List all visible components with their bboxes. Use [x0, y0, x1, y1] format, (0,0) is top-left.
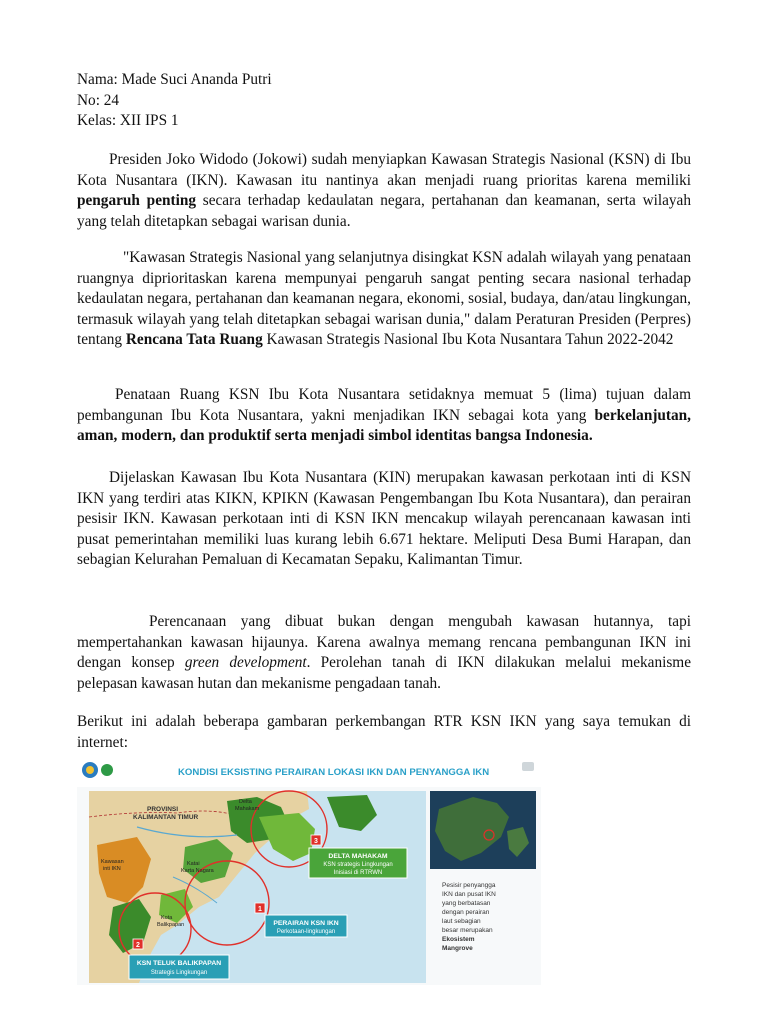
province-label-1: PROVINSI	[147, 806, 179, 813]
paragraph-2-bold: Rencana Tata Ruang	[125, 331, 263, 348]
delta-label-2: Mahakam	[235, 806, 260, 812]
province-label-2: KALIMANTAN TIMUR	[133, 814, 199, 821]
marker-2-number: 2	[136, 942, 140, 949]
teluk-callout-line-2: Strategis Lingkungan	[150, 970, 208, 976]
delta-callout-line-2: KSN strategis Lingkungan	[323, 862, 393, 868]
paragraph-5	[77, 612, 691, 694]
marker-1-number: 1	[258, 906, 262, 913]
side-note-line-4: dengan perairan	[442, 909, 490, 916]
side-note-line-1: Pesisir penyangga	[442, 882, 496, 889]
figure-title: KONDISI EKSISTING PERAIRAN LOKASI IKN DAN PENYANGGA IKN	[178, 767, 490, 778]
side-note-line-3: yang berbatasan	[442, 900, 491, 907]
paragraph-2	[77, 248, 691, 351]
paragraph-2-text-a: "Kawasan Strategis Nasional yang selanjutnya disingkat KSN adalah wilayah yang penataan ruangnya diprioritaskan karena mempunyai pengaruh sangat penting secara nasional terhadap kedaulatan negara, pertahanan dan keamanan negara, ekonomi, sosial, budaya, dan/atau lingkungan, termasuk wilayah yang telah ditetapkan sebagai warisan dunia," dalam Peraturan Presiden (Perpres) tentang	[77, 249, 691, 348]
teluk-callout-line-1: KSN TELUK BALIKPAPAN	[136, 960, 222, 967]
student-name: Nama: Made Suci Ananda Putri	[77, 71, 272, 88]
perairan-callout-line-2: Perkotaan-lingkungan	[276, 929, 336, 935]
secondary-logo-icon	[101, 764, 113, 776]
delta-label-1: Delta	[239, 799, 252, 805]
perairan-callout-line-1: PERAIRAN KSN IKN	[273, 920, 339, 927]
paragraph-1-bold: pengaruh penting	[77, 192, 196, 209]
kota-label-1: Kota	[161, 915, 173, 921]
side-note-line-2: IKN dan pusat IKN	[442, 891, 496, 898]
inset-map	[430, 791, 536, 869]
side-note-line-7: Ekosistem	[442, 936, 475, 943]
paragraph-4	[77, 468, 691, 571]
katai-label-1: Katai	[187, 861, 200, 867]
main-map	[89, 791, 426, 983]
side-note-line-8: Mangrove	[442, 945, 473, 952]
corner-badge-icon	[522, 762, 534, 771]
side-note-line-6: besar merupakan	[442, 927, 493, 934]
katai-label-2: Karta Nagara	[181, 868, 214, 874]
paragraph-3-text-a: Penataan Ruang KSN Ibu Kota Nusantara setidaknya memuat 5 (lima) tujuan dalam pembangunan Ibu Kota Nusantara, yakni menjadikan IKN sebagai kota yang	[77, 386, 691, 424]
paragraph-1-text-a: Presiden Joko Widodo (Jokowi) sudah menyiapkan Kawasan Strategis Nasional (KSN) di Ibu Kota Nusantara (IKN). Kawasan itu nantinya akan menjadi ruang prioritas karena memiliki	[77, 151, 691, 189]
delta-callout-line-1: DELTA MAHAKAM	[328, 853, 388, 860]
kawasan-label-1: Kawasan	[101, 859, 124, 865]
paragraph-6-text: Berikut ini adalah beberapa gambaran perkembangan RTR KSN IKN yang saya temukan di internet:	[77, 713, 691, 751]
ministry-logo-core	[86, 766, 94, 774]
paragraph-6	[77, 712, 691, 753]
side-note-line-5: laut sebagian	[442, 918, 481, 925]
paragraph-5-text-a: Perencanaan yang dibuat bukan dengan mengubah kawasan hutannya, tapi mempertahankan kawasan hijaunya. Karena awalnya memang rencana pembangunan IKN ini dengan konsep	[77, 613, 691, 671]
delta-callout-line-3: Inisiasi di RTRWN	[333, 870, 383, 876]
marker-3-number: 3	[314, 838, 318, 845]
kota-label-2: Balikpapan	[157, 922, 185, 928]
ikn-map-figure	[77, 757, 541, 985]
paragraph-5-text-c: . Perolehan tanah di IKN dilakukan melalui mekanisme pelepasan kawasan hutan dan mekanisme pengadaan tanah.	[77, 654, 691, 692]
kawasan-label-2: inti IKN	[103, 866, 121, 872]
paragraph-1-text-c: secara terhadap kedaulatan negara, pertahanan dan keamanan, serta wilayah yang telah ditetapkan sebagai warisan dunia.	[77, 192, 691, 230]
paragraph-2-text-c: Kawasan Strategis Nasional Ibu Kota Nusantara Tahun 2022-2042	[262, 331, 674, 348]
paragraph-3-bold: berkelanjutan, aman, modern, dan produktif serta menjadi simbol identitas bangsa Indonesia.	[77, 406, 691, 444]
student-number: No: 24	[77, 91, 120, 109]
student-class: Kelas: XII IPS 1	[77, 112, 179, 129]
paragraph-1	[77, 150, 691, 232]
paragraph-3	[77, 385, 691, 447]
paragraph-4-text: Dijelaskan Kawasan Ibu Kota Nusantara (KIN) merupakan kawasan perkotaan inti di KSN IKN yang terdiri atas KIKN, KPIKN (Kawasan Pengembangan Ibu Kota Nusantara), dan perairan pesisir IKN. Kawasan perkotaan inti di KSN IKN mencakup wilayah perencanaan kawasan inti pusat pemerintahan memiliki luas kurang lebih 6.671 hektare. Meliputi Desa Bumi Harapan, dan sebagian Kelurahan Pemaluan di Kecamatan Sepaku, Kalimantan Timur.	[77, 469, 691, 568]
paragraph-5-italic: green development	[184, 654, 307, 671]
student-header	[77, 70, 691, 132]
